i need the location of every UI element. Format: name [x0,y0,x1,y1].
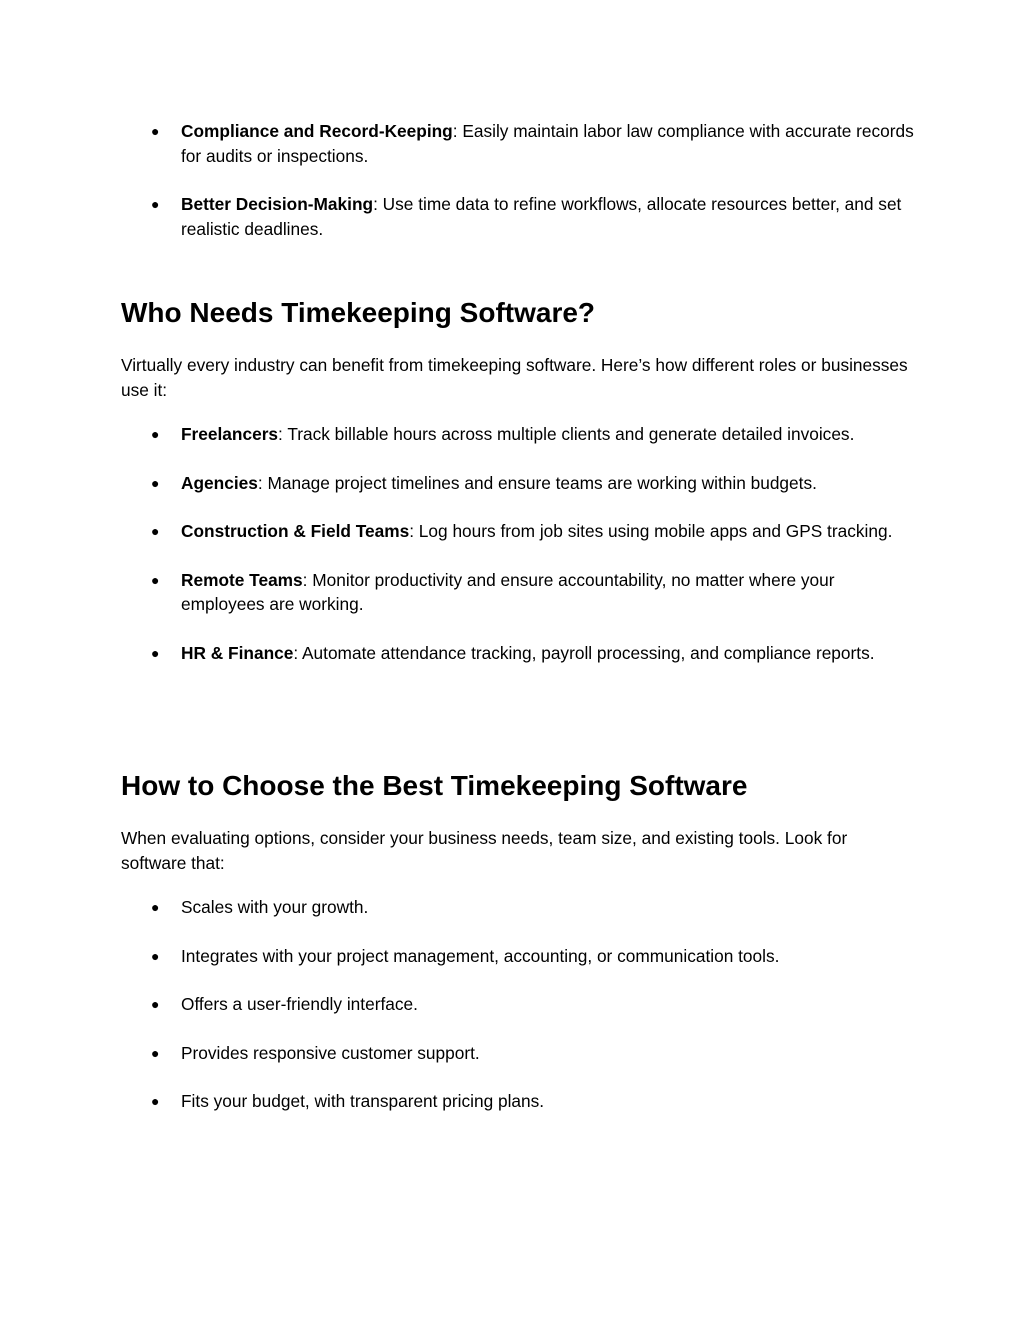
list-item [0,192,1024,241]
roles-list [0,422,1024,689]
section-intro-who-needs: Virtually every industry can benefit from timekeeping software. Here’s how different roles or businesses use it: [121,355,908,400]
list-item-term: HR & Finance [181,642,294,663]
benefits-list [0,119,1024,265]
list-item [0,568,1024,617]
list-item [0,119,1024,168]
bullet-icon: ● [151,474,160,491]
bullet-icon: ● [151,644,160,661]
list-item-text: Offers a user-friendly interface. [181,994,418,1014]
list-item-text: : Manage project timelines and ensure teams are working within budgets. [257,472,817,493]
bullet-icon: ● [151,523,160,539]
list-item-text: Fits your budget, with transparent pricing plans. [181,1091,545,1111]
list-item-term: Freelancers [181,424,279,444]
list-item [0,519,1024,544]
list-item-term: Compliance and Record-Keeping [181,121,453,141]
list-item-text: : Monitor productivity and ensure accountability, no matter where your employees are working. [181,569,835,614]
list-item-text: : Log hours from job sites using mobile apps and GPS tracking. [409,521,893,541]
list-item [0,944,1024,969]
bullet-icon: ● [151,947,160,964]
list-item [0,992,1024,1017]
section-heading-how-to-choose: How to Choose the Best Timekeeping Software [121,770,748,801]
list-item [0,1089,1024,1114]
list-item [0,1041,1024,1066]
list-item-text: Provides responsive customer support. [181,1042,480,1063]
bullet-icon: ● [151,196,160,212]
list-item-text: Scales with your growth. [181,897,369,917]
list-item [0,641,1024,666]
list-item-text: : Use time data to refine workflows, allocate resources better, and set realistic deadlines. [181,194,902,239]
bullet-icon: ● [151,996,160,1012]
section-heading-who-needs: Who Needs Timekeeping Software? [121,297,596,328]
list-item [0,895,1024,920]
list-item-term: Agencies [181,472,258,493]
bullet-icon: ● [151,123,160,139]
list-item-term: Remote Teams [181,569,303,590]
list-item-text: Integrates with your project management, accounting, or communication tools. [181,945,780,966]
bullet-icon: ● [151,1093,160,1109]
list-item [0,422,1024,447]
list-item-text: : Automate attendance tracking, payroll processing, and compliance reports. [293,642,875,663]
bullet-icon: ● [151,426,160,442]
bullet-icon: ● [151,571,160,588]
list-item-term: Better Decision-Making [181,194,374,214]
section-intro-how-to-choose: When evaluating options, consider your business needs, team size, and existing tools. Look for software that: [121,828,848,873]
list-item-term: Construction & Field Teams [181,521,410,541]
list-item-text: : Easily maintain labor law compliance with accurate records for audits or inspections. [181,121,914,166]
list-item-text: : Track billable hours across multiple clients and generate detailed invoices. [278,424,855,444]
bullet-icon: ● [151,899,160,915]
bullet-icon: ● [151,1044,160,1061]
list-item [0,471,1024,496]
criteria-list [0,895,1024,1138]
